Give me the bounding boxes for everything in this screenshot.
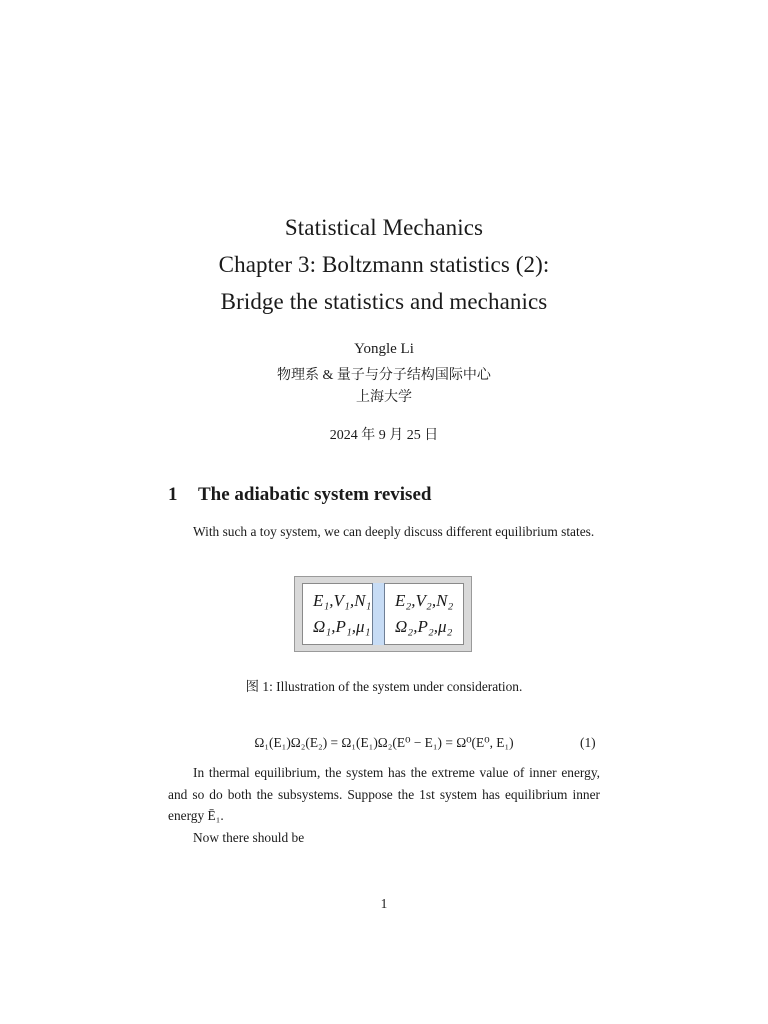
figure-caption: 图 1: Illustration of the system under consideration.: [245, 679, 523, 694]
university: 上海大学: [356, 390, 412, 405]
partition-wall: [372, 583, 385, 645]
system-figure: [294, 576, 472, 652]
paragraph-now: Now there should be: [193, 830, 305, 845]
section-title: The adiabatic system revised: [198, 484, 432, 505]
affiliation: 物理系 & 量子与分子结构国际中心: [277, 368, 491, 383]
title-line-3: Bridge the statistics and mechanics: [220, 289, 548, 314]
section-heading: [168, 484, 431, 506]
paragraph-intro: With such a toy system, we can deeply discuss different equilibrium states.: [193, 524, 595, 539]
date: 2024 年 9 月 25 日: [329, 428, 439, 443]
title-line-1: Statistical Mechanics: [284, 215, 484, 240]
page-number: 1: [380, 896, 388, 911]
equation-1: Ω₁(E₁)Ω₂(E₂) = Ω₁(E₁)Ω₂(E⁰ − E₁) = Ω⁰(E⁰, E₁): [254, 735, 514, 750]
subsystem-2-energy-label: E₂,V₂,N₂: [395, 591, 454, 610]
subsystem-1-energy-label: E₁,V₁,N₁: [313, 591, 372, 610]
equation-number: (1): [580, 735, 596, 750]
author-name: Yongle Li: [354, 341, 414, 357]
paragraph-thermal-equilibrium: In thermal equilibrium, the system has the extreme value of inner energy, and so do both the subsystems. Suppose the 1st system has equilibrium inner energy Ē₁.: [168, 765, 600, 823]
subsystem-2-omega-label: Ω₂,P₂,μ₂: [395, 617, 453, 636]
title-line-2: Chapter 3: Boltzmann statistics (2):: [218, 252, 550, 277]
figure-container-box: [302, 583, 464, 645]
section-number: 1: [168, 484, 178, 505]
subsystem-1-omega-label: Ω₁,P₁,μ₁: [313, 617, 371, 636]
